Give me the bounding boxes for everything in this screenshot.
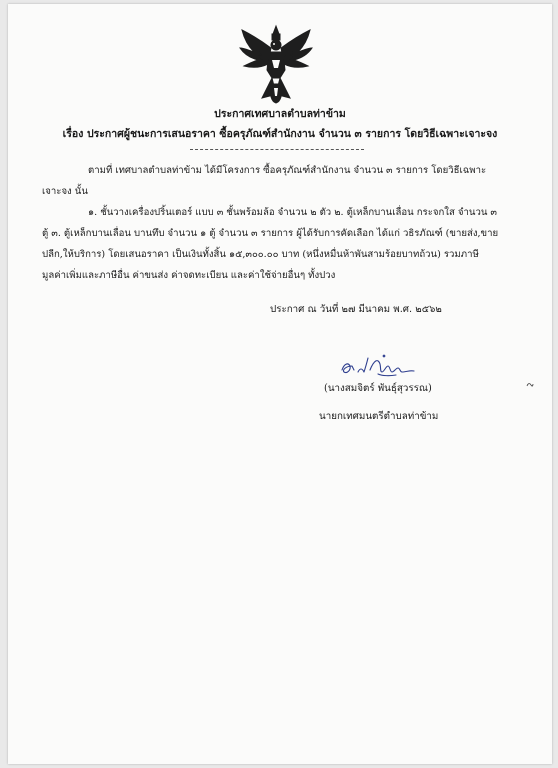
announcement-prefix: ประกาศ ณ วันที่ — [270, 304, 339, 315]
document-title: ประกาศเทศบาลตำบลท่าข้าม — [214, 108, 346, 120]
handwritten-signature-icon — [334, 352, 444, 380]
signer-name: (นางสมจิตร์ พันธุ์สุวรรณ) — [324, 383, 432, 394]
stray-mark-icon — [526, 382, 534, 388]
garuda-emblem-icon — [236, 24, 316, 104]
announcement-day: ๒๗ — [341, 304, 356, 315]
signer-position: นายกเทศมนตรีตำบลท่าข้าม — [319, 411, 439, 422]
title-divider — [190, 149, 364, 150]
intro-paragraph: ตามที่ เทศบาลตำบลท่าข้าม ได้มีโครงการ ซื้อครุภัณฑ์สำนักงาน จำนวน ๓ รายการ โดยวิธีเฉพาะเจาะจง นั้น — [42, 165, 487, 197]
items-paragraph: ๑. ชั้นวางเครื่องปริ้นเตอร์ แบบ ๓ ชั้นพร้อมล้อ จำนวน ๒ ตัว ๒. ตู้เหล็กบานเลื่อน กระจกใส จำนวน ๓ ตู้ ๓. ตู้เหล็กบานเลื่อน บานทึบ จำนวน ๑ ตู้ จำนวน ๓ รายการ ผู้ได้รับการคัดเลือก ได้แก่ วธิรภัณฑ์ (ขายส่ง,ขายปลีก,ให้บริการ) โดยเสนอราคา เป็นเงินทั้งสิ้น ๑๕,๓๐๐.๐๐ บาท (หนึ่งหมื่นห้าพันสามร้อยบาทถ้วน) รวมภาษีมูลค่าเพิ่มและภาษีอื่น ค่าขนส่ง ค่าจดทะเบียน และค่าใช้จ่ายอื่นๆ ทั้งปวง — [42, 207, 499, 281]
document-page — [8, 4, 552, 764]
announcement-month-year: มีนาคม พ.ศ. ๒๕๖๒ — [358, 304, 442, 315]
announcement-date — [270, 302, 442, 317]
document-subject: เรื่อง ประกาศผู้ชนะการเสนอราคา ซื้อครุภัณฑ์สำนักงาน จำนวน ๓ รายการ โดยวิธีเฉพาะเจาะจง — [62, 128, 498, 140]
